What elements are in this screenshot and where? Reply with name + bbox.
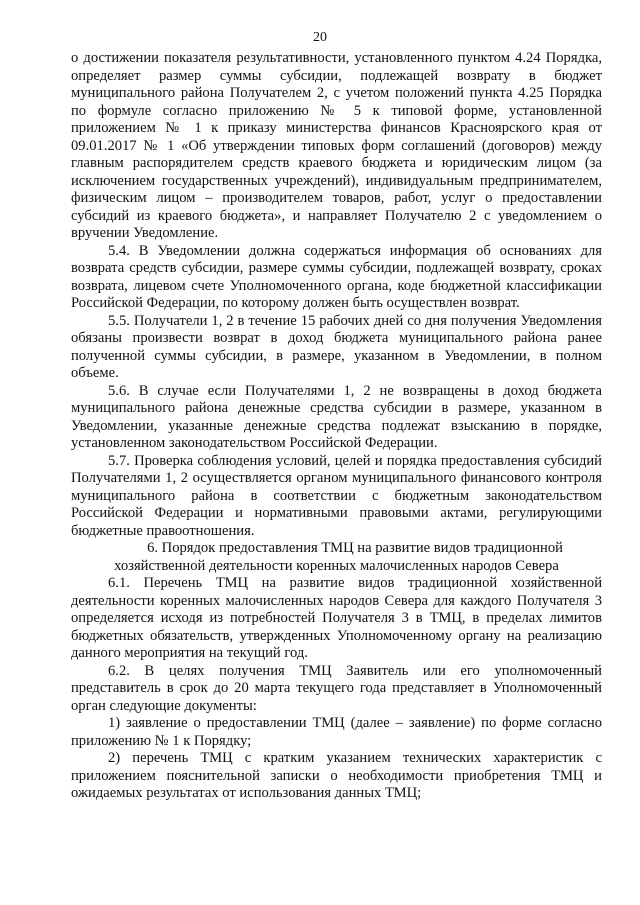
paragraph-continuation: о достижении показателя результативности, установленного пунктом 4.24 Порядка, определяет размер суммы субсидии, подлежащей возврату в бюджет муниципального района Получателем 2, с учетом положений пункта 4.25 Порядка по формуле согласно приложению № 5 к типовой форме, установленной приложением № 1 к приказу министерства финансов Красноярского края от 09.01.2017 № 1 «Об утверждении типовых форм соглашений (договоров) между главным распорядителем средств краевого бюджета и юридическим лицом (за исключением государственных учреждений), индивидуальным предпринимателем, физическим лицом – производителем товаров, работ, услуг о предоставлении субсидий из краевого бюджета», и направляет Получателю 2 с уведомлением о вручении Уведомление. [71,50,602,241]
paragraph-5-7: 5.7. Проверка соблюдения условий, целей и порядка предоставления субсидий Получателями 1, 2 осуществляется органом муниципального финансового контроля муниципального района в соответствии с бюджетным законодательством Российской Федерации и нормативными правовыми актами, регулирующими бюджетные правоотношения. [71,452,602,539]
page-number: 20 [313,30,327,45]
section-heading: 6. Порядок предоставления ТМЦ на развитие видов традиционной хозяйственной деятельности коренных малочисленных народов Севера [114,540,563,574]
paragraph-5-5: 5.5. Получатели 1, 2 в течение 15 рабочих дней со дня получения Уведомления обязаны произвести возврат в доход бюджета муниципального района ранее полученной суммы субсидии, в размере, указанном в Уведомлении, в полном объеме. [71,312,602,381]
paragraph-5-6: 5.6. В случае если Получателями 1, 2 не возвращены в доход бюджета муниципального района денежные средства субсидии в размере, указанном в Уведомлении, указанные денежные средства подлежат взысканию в порядке, установленном законодательством Российской Федерации. [71,382,602,451]
list-item-2: 2) перечень ТМЦ с кратким указанием технических характеристик с приложением пояснительной записки о необходимости приобретения ТМЦ и ожидаемых результатах от использования данных ТМЦ; [71,750,602,801]
list-item-1: 1) заявление о предоставлении ТМЦ (далее – заявление) по форме согласно приложению № 1 к Порядку; [71,715,602,749]
document-body [71,50,602,803]
paragraph-6-1: 6.1. Перечень ТМЦ на развитие видов традиционной хозяйственной деятельности коренных малочисленных народов Севера для каждого Получателя 3 определяется исходя из потребностей Получателя 3 в ТМЦ, в пределах лимитов бюджетных обязательств, утвержденных Уполномоченному органу на реализацию данного мероприятия на текущий год. [71,575,602,661]
paragraph-6-2: 6.2. В целях получения ТМЦ Заявитель или его уполномоченный представитель в срок до 20 марта текущего года представляет в Уполномоченный орган следующие документы: [71,662,602,714]
paragraph-5-4: 5.4. В Уведомлении должна содержаться информация об основаниях для возврата средств субсидии, размере суммы субсидии, подлежащей возврату, сроках возврата, лицевом счете Уполномоченного органа, коде бюджетной классификации Российской Федерации, по которому должен быть осуществлен возврат. [71,242,602,311]
